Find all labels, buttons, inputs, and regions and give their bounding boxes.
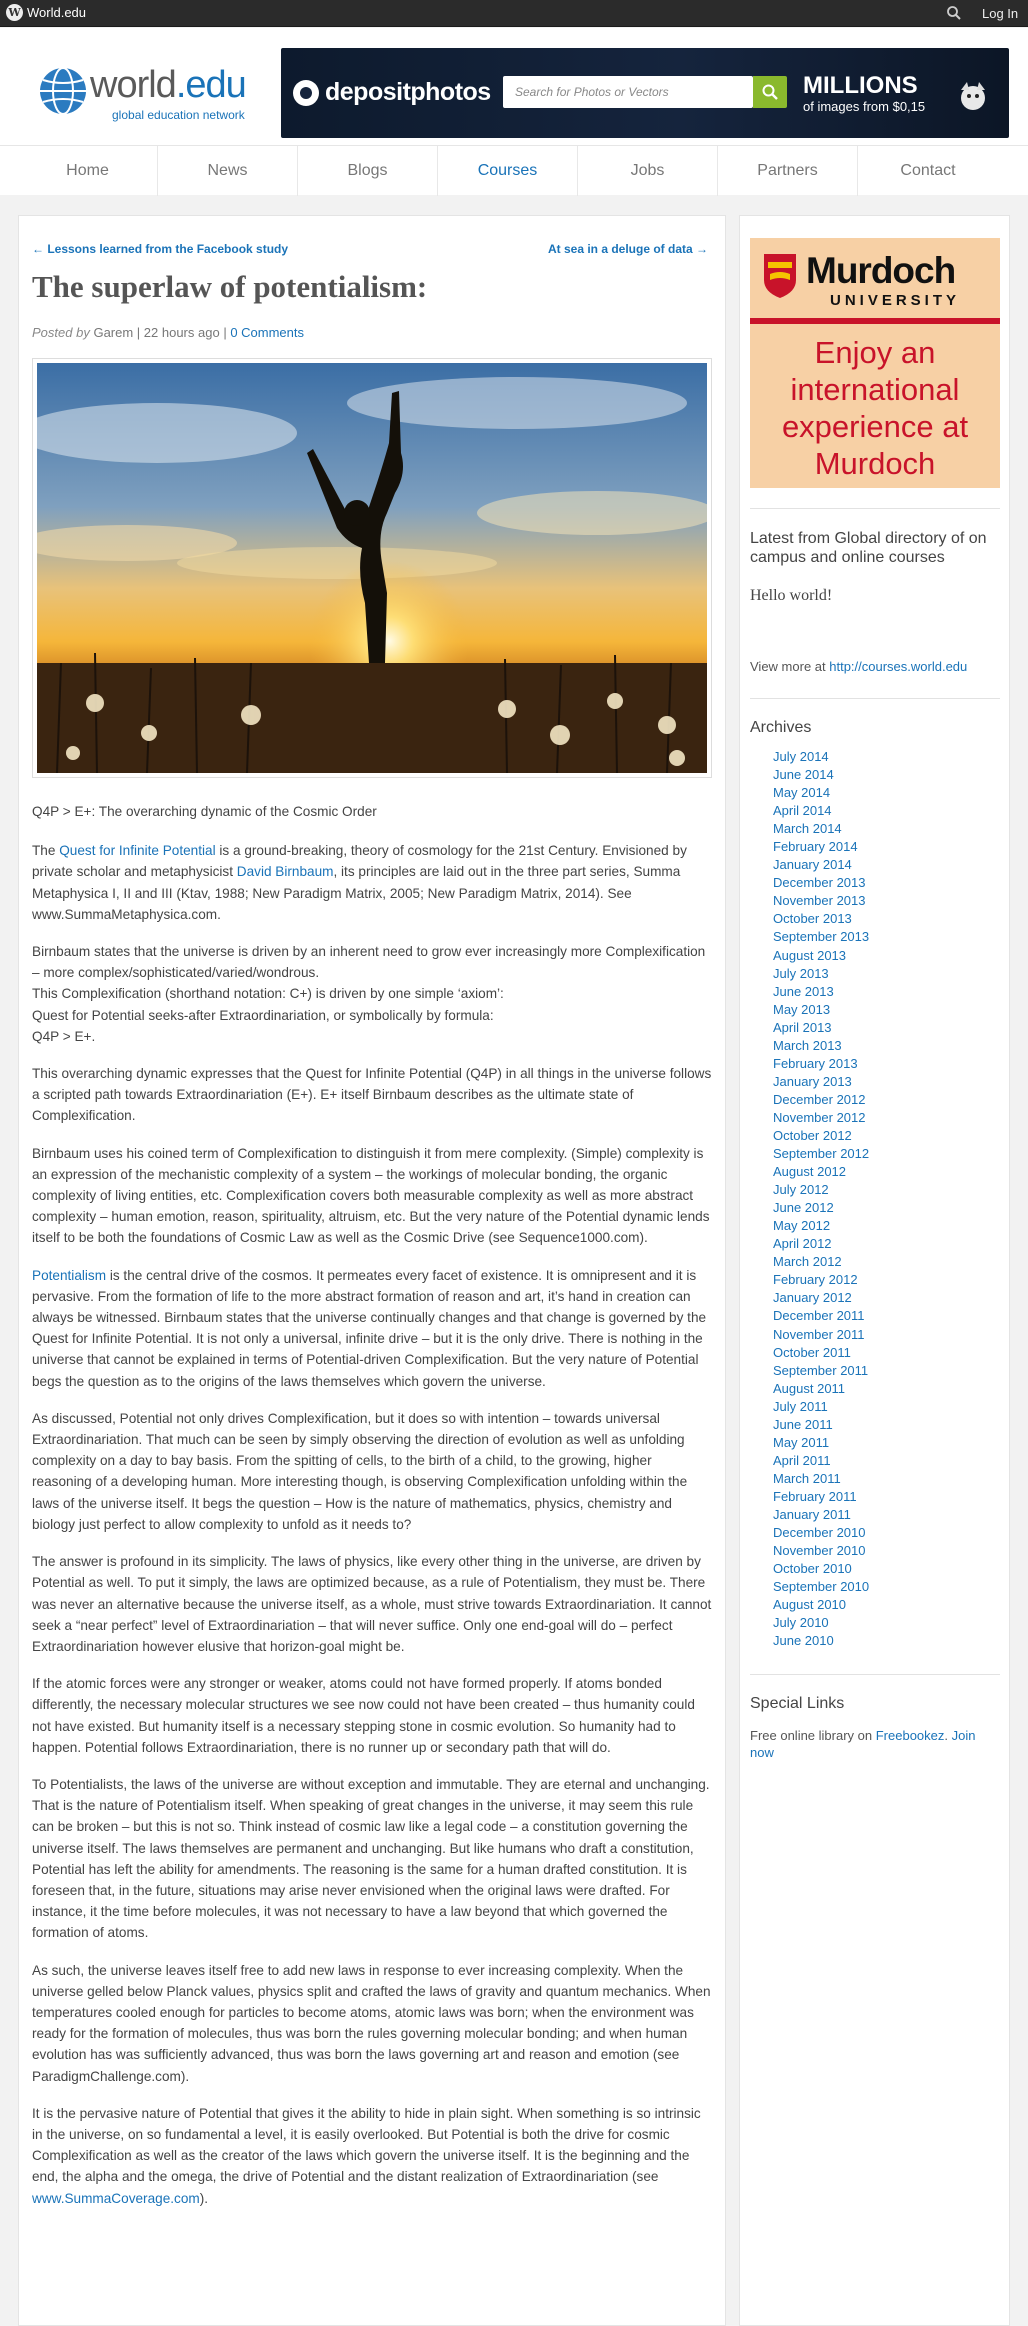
archive-link[interactable]: June 2011 [773, 1416, 833, 1432]
archive-link[interactable]: March 2013 [773, 1037, 842, 1053]
post-featured-image [32, 358, 712, 778]
crest-icon [764, 254, 796, 298]
special-links-heading: Special Links [750, 1695, 845, 1712]
site-logo[interactable] [36, 64, 276, 124]
banner-search-button[interactable] [753, 76, 787, 108]
hello-world-link[interactable]: Hello world! [750, 587, 833, 604]
archive-link[interactable]: June 2012 [773, 1200, 834, 1216]
archive-link[interactable]: January 2011 [773, 1506, 851, 1522]
archive-link[interactable]: August 2012 [773, 1164, 847, 1180]
archive-link[interactable]: December 2011 [773, 1308, 865, 1324]
archive-link[interactable]: August 2010 [773, 1597, 847, 1613]
mascot-icon [953, 76, 993, 116]
freebookez-link[interactable]: Freebookez [875, 1728, 945, 1743]
divider [750, 698, 1000, 699]
post-meta: Posted by Garem | 22 hours ago | 0 Comments [32, 325, 305, 340]
search-icon[interactable] [946, 5, 962, 21]
nav-courses[interactable]: Courses [438, 146, 578, 196]
archive-link[interactable]: June 2013 [773, 983, 834, 999]
divider [750, 508, 1000, 509]
paragraph-10: As such, the universe leaves itself free to add new laws in response to ever increasing complexity. When the universe gelled below Planck values, physics split and crafted the laws of gravity and quantum mechanics. When temperatures cooled enough for particles to become atoms, atomic laws was born; when the environment was ready for the formation of molecules, thus was born the rules governing molecular bonding; and when human evolution has was sufficiently advanced, thus was born the laws governing art and reason and emotion (see ParadigmChallenge.com). [32, 1962, 711, 2084]
nav-partners[interactable]: Partners [718, 146, 858, 196]
archive-link[interactable]: April 2012 [773, 1236, 832, 1252]
paragraph-2: Birnbaum states that the universe is driven by an inherent need to grow ever increasingly more Complexification – more complex/sophisticated/varied/wondrous. This Complexification (shorthand notation: C+) is driven by one simple ‘axiom’: Quest for Potential seeks-after Extraordinariation, or symbolically by formula: Q4P > E+. [32, 944, 706, 1044]
archive-link[interactable]: November 2013 [773, 893, 866, 909]
latest-courses-heading: Latest from Global directory of on campus and online courses [750, 530, 987, 566]
archive-link[interactable]: October 2012 [773, 1127, 852, 1143]
archive-link[interactable]: September 2010 [773, 1579, 870, 1595]
quest-link[interactable]: Quest for Infinite Potential [59, 843, 216, 859]
archive-link[interactable]: July 2012 [773, 1182, 829, 1198]
archives-list [773, 748, 869, 1650]
archive-link[interactable]: December 2010 [773, 1525, 866, 1541]
archive-link[interactable]: March 2012 [773, 1254, 842, 1270]
sidebar [739, 215, 1010, 2326]
archive-link[interactable]: April 2013 [773, 1019, 832, 1035]
depositphotos-logo: depositphotos [293, 78, 491, 107]
archive-link[interactable]: February 2011 [773, 1488, 857, 1504]
archive-link[interactable]: April 2014 [773, 803, 832, 819]
nav-home[interactable]: Home [18, 146, 158, 196]
banner-search-input[interactable]: Search for Photos or Vectors [503, 76, 753, 108]
paragraph-7: The answer is profound in its simplicity. The laws of physics, like every other thing in the universe, are driven by Potential as well. To put it simply, the laws are optimized because, as a rule of Potentialism, they must be. There was never an alternative because the universe itself, as a whole, must strive towards Extraordinariation. It cannot seek a “near perfect” level of Extraordinariation – that will never suffice. Only one end-goal will do – perfect Extraordinariation however elusive that horizon-goal might be. [32, 1554, 712, 1654]
courses-url-link[interactable]: http://courses.world.edu [829, 659, 968, 674]
ad-divider [750, 318, 1000, 324]
archive-link[interactable]: January 2012 [773, 1290, 852, 1306]
archive-link[interactable]: July 2013 [773, 965, 829, 981]
post-body [32, 801, 712, 2225]
archive-link[interactable]: May 2011 [773, 1434, 830, 1450]
paragraph-3: This overarching dynamic expresses that the Quest for Infinite Potential (Q4P) in all things in the universe follows a scripted path towards Extraordinariation (E+). E+ itself Birnbaum describes as the ultimate state of Complexification. [32, 1066, 712, 1124]
paragraph-4: Birnbaum uses his coined term of Complexification to distinguish it from mere complexity. (Simple) complexity is an expression of the mechanistic complexity of a system – the workings of molecular bonding, the organic complexity of living entities, etc. Complexification covers both measurable complexity as well as more abstract complexity – human emotion, reason, spirituality, altruism, etc. But the very nature of the Potential dynamic lends itself to be both the foundations of Cosmic Law as well as the Cosmic Drive (see Sequence1000.com). [32, 1145, 710, 1246]
ad-murdoch-name: Murdoch [806, 250, 956, 291]
next-post-link[interactable]: At sea in a deluge of data → [547, 242, 708, 256]
archive-link[interactable]: March 2014 [773, 821, 842, 837]
post-time: 22 hours ago [143, 325, 220, 340]
paragraph-8: If the atomic forces were any stronger or weaker, atoms could not have formed properly. If atoms bonded differently, the necessary molecular structures we see now could not have been created – thus humanity could not have existed. But humanity itself is a necessary stepping stone in cosmic evolution. So humanity had to happen. Potential follows Extraordinariation, there is no runner up or secondary path that will do. [32, 1676, 695, 1755]
special-links-text: Free online library on Freebookez. Join now [750, 1728, 976, 1760]
archive-link[interactable]: February 2013 [773, 1055, 858, 1071]
paragraph-6: As discussed, Potential not only drives Complexification, but it does so with intention – towards universal Extraordinariation. That much can be seen by simply observing the direction of evolution as well as unfolding complexity on a day to bay basis. From the spitting of cells, to the birth of a child, to the growing, higher reasoning of a developing human. More interesting though, is observing Complexification unfolding within the laws of the universe itself. It begs the question – How is the nature of mathematics, physics, chemistry and biology just perfect to allow complexity to unfold as it needs to? [32, 1410, 688, 1532]
site-header [0, 28, 1028, 145]
archive-link[interactable]: October 2013 [773, 911, 852, 927]
nav-jobs[interactable]: Jobs [578, 146, 718, 196]
nav-blogs[interactable]: Blogs [298, 146, 438, 196]
potentialism-link[interactable]: Potentialism [32, 1267, 107, 1283]
wordpress-icon: W [6, 4, 23, 21]
view-more-text: View more at http://courses.world.edu [750, 659, 968, 674]
summa-coverage-link[interactable]: www.SummaCoverage.com [32, 2190, 200, 2206]
depositphotos-banner-ad[interactable] [281, 48, 1009, 138]
archive-link[interactable]: February 2012 [773, 1272, 858, 1288]
archive-link[interactable]: August 2013 [773, 947, 847, 963]
archive-link[interactable]: January 2014 [773, 857, 852, 873]
archive-link[interactable]: October 2010 [773, 1561, 852, 1577]
archive-link[interactable]: November 2010 [773, 1543, 866, 1559]
site-brand-link[interactable] [6, 4, 86, 21]
globe-icon [36, 64, 90, 118]
archive-link[interactable]: September 2013 [773, 929, 870, 945]
archive-link[interactable]: January 2013 [773, 1073, 852, 1089]
paragraph-5: Potentialism is the central drive of the cosmos. It permeates every facet of existence. It is omnipresent and it is pervasive. From the formation of life to the more abstract formation of reason and art, it’s hand in creation can always be witnessed. Birnbaum states that the universe continually changes and that change is governed by the Quest for Infinite Potential. It is not only a universal, infinite drive – but it is the only drive. There is nothing in the universe that cannot be explained in terms of Potential-driven Complexification. But the very nature of Potential begs the question as to the origins of the laws themselves which govern the universe. [32, 1267, 707, 1389]
david-birnbaum-link[interactable]: David Birnbaum [236, 864, 334, 880]
logo-tagline: global education network [112, 108, 245, 122]
login-link[interactable]: Log In [982, 6, 1019, 21]
archive-link[interactable]: July 2011 [773, 1398, 828, 1414]
archive-link[interactable]: June 2010 [773, 1633, 834, 1649]
camera-icon [293, 80, 319, 106]
logo-wordmark: world.edu [90, 64, 246, 106]
comments-link[interactable]: 0 Comments [230, 325, 305, 340]
archive-link[interactable]: June 2014 [773, 767, 834, 783]
post-title: The superlaw of potentialism: [32, 269, 428, 304]
previous-post-link[interactable]: ← Lessons learned from the Facebook study [32, 242, 289, 256]
main-nav [0, 145, 1028, 195]
archive-link[interactable]: November 2012 [773, 1109, 866, 1125]
post-caption: Q4P > E+: The overarching dynamic of the Cosmic Order [32, 804, 377, 819]
banner-subline: of images from $0,15 [803, 99, 926, 114]
paragraph-11: It is the pervasive nature of Potential that gives it the ability to hide in plain sight. When something is so intrinsic in the universe, on so fundamental a level, it is easily overlooked. But Potential is both the drive for cosmic Complexification as well as the creator of the laws which govern the universe itself. It is the beginning and the end, the alpha and the omega, the drive of Potential and the distant realization of Extraordinariation (see www.SummaCoverage.com). [32, 2105, 701, 2206]
divider [750, 1674, 1000, 1675]
paragraph-1: The Quest for Infinite Potential is a ground-breaking, theory of cosmology for the 21st Century. Envisioned by private scholar and metaphysicist David Birnbaum, its principles are laid out in the three part series, Summa Metaphysica I, II and III (Ktav, 1988; New Paradigm Matrix, 2005; New Paradigm Matrix, 2014). See www.SummaMetaphysica.com. [32, 843, 687, 922]
archive-link[interactable]: March 2011 [773, 1470, 841, 1486]
archive-link[interactable]: February 2014 [773, 839, 858, 855]
archive-link[interactable]: December 2012 [773, 1091, 866, 1107]
archive-link[interactable]: December 2013 [773, 875, 866, 891]
join-now-link[interactable]: Join now [750, 1728, 976, 1760]
paragraph-9: To Potentialists, the laws of the universe are without exception and immutable. They are eternal and unchanging. That is the nature of Potentialism itself. When speaking of great changes in the universe, it may seem this rule can be broken – but this is not so. Think instead of cosmic law like a legal code – a constitution governing the universe itself. The laws themselves are permanent and unchanging. But like humans who draft a constitution, Potential has left the ability for amendments. The reasoning is the same for a human drafted constitution. It is foreseen that, in the future, situations may arise never envisioned when the original laws were drafted. For instance, it the time before molecules, it was not necessary to have a law beyond that which governed the formation of atoms. [32, 1776, 710, 1941]
top-bar [0, 0, 1028, 27]
sunset-dancer-photo [37, 363, 707, 773]
archives-heading: Archives [750, 719, 812, 736]
archive-link[interactable]: May 2012 [773, 1218, 831, 1234]
site-brand-label: World.edu [27, 5, 87, 20]
archive-link[interactable]: September 2012 [773, 1146, 870, 1162]
posted-by-label: Posted by [32, 325, 90, 340]
ad-message: Enjoy an international experience at Murdoch [781, 335, 969, 481]
archive-link[interactable]: September 2011 [773, 1362, 869, 1378]
archive-link[interactable]: July 2010 [773, 1615, 829, 1631]
ad-university-label: UNIVERSITY [830, 292, 961, 309]
archive-link[interactable]: November 2011 [773, 1326, 865, 1342]
main-content [18, 215, 726, 2326]
post-author: Garem [93, 325, 134, 340]
banner-headline: MILLIONS [803, 72, 918, 99]
archive-link[interactable]: May 2014 [773, 785, 831, 801]
archive-link[interactable]: July 2014 [773, 749, 829, 764]
archive-link[interactable]: August 2011 [773, 1380, 846, 1396]
archive-link[interactable]: October 2011 [773, 1344, 851, 1360]
murdoch-university-ad[interactable] [750, 238, 1000, 488]
archive-link[interactable]: May 2013 [773, 1001, 831, 1017]
nav-contact[interactable]: Contact [900, 162, 956, 179]
search-icon [761, 83, 779, 101]
archive-link[interactable]: April 2011 [773, 1452, 831, 1468]
nav-news[interactable]: News [158, 146, 298, 196]
